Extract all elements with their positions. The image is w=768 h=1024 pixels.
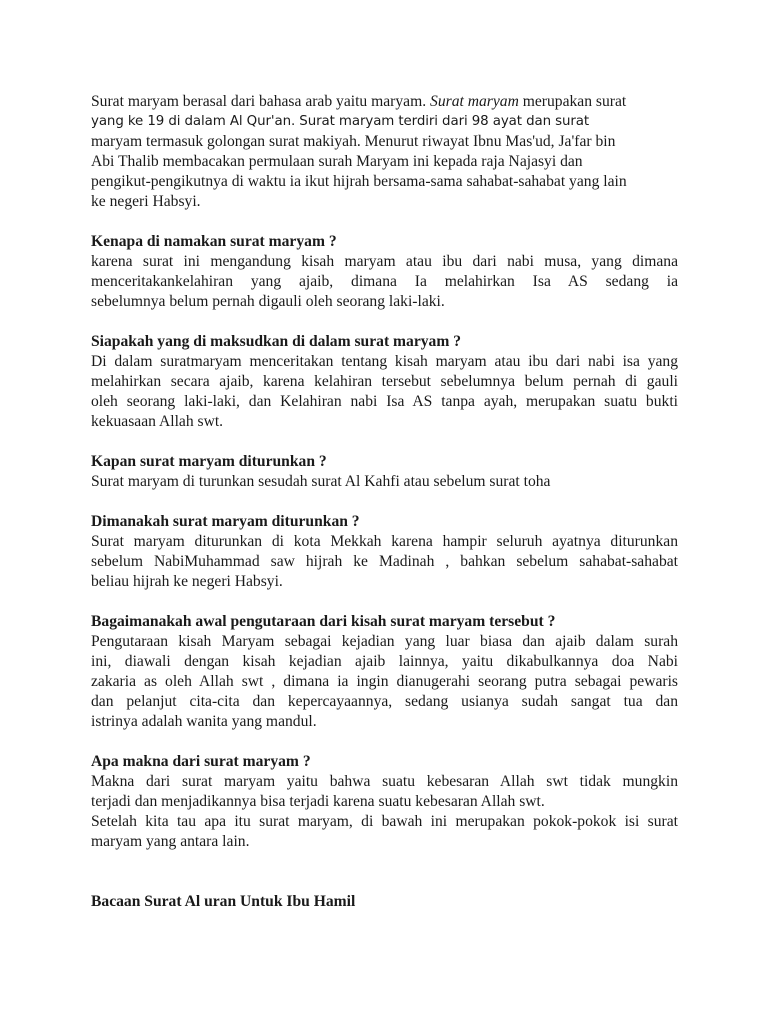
intro-italic-term: Surat maryam [430,93,519,110]
section-makna [91,752,678,852]
section-heading: Apa makna dari surat maryam ? [91,753,311,770]
section-line: dan pelanjut cita-cita dan kepercayaannya, sedang usianya sudah sangat tua dan [91,693,678,710]
section-line: sebelum NabiMuhammad saw hijrah ke Madinah , bahkan sebelum sahabat-sahabat [91,553,678,570]
intro-line-6: ke negeri Habsyi. [91,193,201,210]
final-heading: Bacaan Surat Al uran Untuk Ibu Hamil [91,893,356,910]
section-line: melahirkan secara ajaib, karena kelahiran tersebut sebelumnya belum pernah di gauli [91,373,678,390]
section-line: istrinya adalah wanita yang mandul. [91,713,317,730]
section-line: maryam yang antara lain. [91,833,250,850]
section-line: beliau hijrah ke negeri Habsyi. [91,573,283,590]
intro-line-5: pengikut-pengikutnya di waktu ia ikut hijrah bersama-sama sahabat-sahabat yang lain [91,173,627,190]
section-line: Pengutaraan kisah Maryam sebagai kejadian yang luar biasa dan ajaib dalam surah [91,633,678,650]
section-siapakah [91,332,678,432]
section-kenapa [91,232,678,312]
section-line: Setelah kita tau apa itu surat maryam, di bawah ini merupakan pokok-pokok isi surat [91,813,678,830]
section-line: sebelumnya belum pernah digauli oleh seorang laki-laki. [91,293,445,310]
section-dimanakah [91,512,678,592]
section-line: Di dalam suratmaryam menceritakan tentang kisah maryam atau ibu dari nabi isa yang [91,353,678,370]
document-page [91,92,678,912]
intro-line-3: maryam termasuk golongan surat makiyah. Menurut riwayat Ibnu Mas'ud, Ja'far bin [91,133,616,150]
section-line: oleh seorang laki-laki, dan Kelahiran nabi Isa AS tanpa ayah, merupakan suatu bukti [91,393,678,410]
section-line: Surat maryam di turunkan sesudah surat Al Kahfi atau sebelum surat toha [91,473,551,490]
section-heading: Siapakah yang di maksudkan di dalam surat maryam ? [91,333,462,350]
section-line: ini, diawali dengan kisah kejadian ajaib lainnya, yaitu dikabulkannya doa Nabi [91,653,678,670]
intro-text-start: Surat maryam berasal dari bahasa arab yaitu maryam. [91,93,431,110]
section-heading: Kenapa di namakan surat maryam ? [91,233,337,250]
section-bagaimanakah [91,612,678,732]
section-line: kekuasaan Allah swt. [91,413,224,430]
section-line: Makna dari surat maryam yaitu bahwa suatu kebesaran Allah swt tidak mungkin [91,773,678,790]
section-heading: Kapan surat maryam diturunkan ? [91,453,327,470]
section-heading: Dimanakah surat maryam diturunkan ? [91,513,360,530]
intro-text-end: merupakan surat [518,93,627,110]
intro-line-2: yang ke 19 di dalam Al Qur'an. Surat maryam terdiri dari 98 ayat dan surat [91,114,590,129]
intro-paragraph [91,92,678,212]
section-line: Surat maryam diturunkan di kota Mekkah karena hampir seluruh ayatnya diturunkan [91,533,678,550]
section-line: terjadi dan menjadikannya bisa terjadi karena suatu kebesaran Allah swt. [91,793,545,810]
section-kapan [91,452,678,492]
section-heading: Bagaimanakah awal pengutaraan dari kisah surat maryam tersebut ? [91,613,556,630]
intro-line-1 [91,92,678,112]
intro-line-4: Abi Thalib membacakan permulaan surah Maryam ini kepada raja Najasyi dan [91,153,583,170]
section-line: menceritakankelahiran yang ajaib, dimana Ia melahirkan Isa AS sedang ia [91,273,678,290]
section-line: karena surat ini mengandung kisah maryam atau ibu dari nabi musa, yang dimana [91,253,678,270]
section-line: zakaria as oleh Allah swt , dimana ia ingin dianugerahi seorang putra sebagai pewaris [91,673,678,690]
